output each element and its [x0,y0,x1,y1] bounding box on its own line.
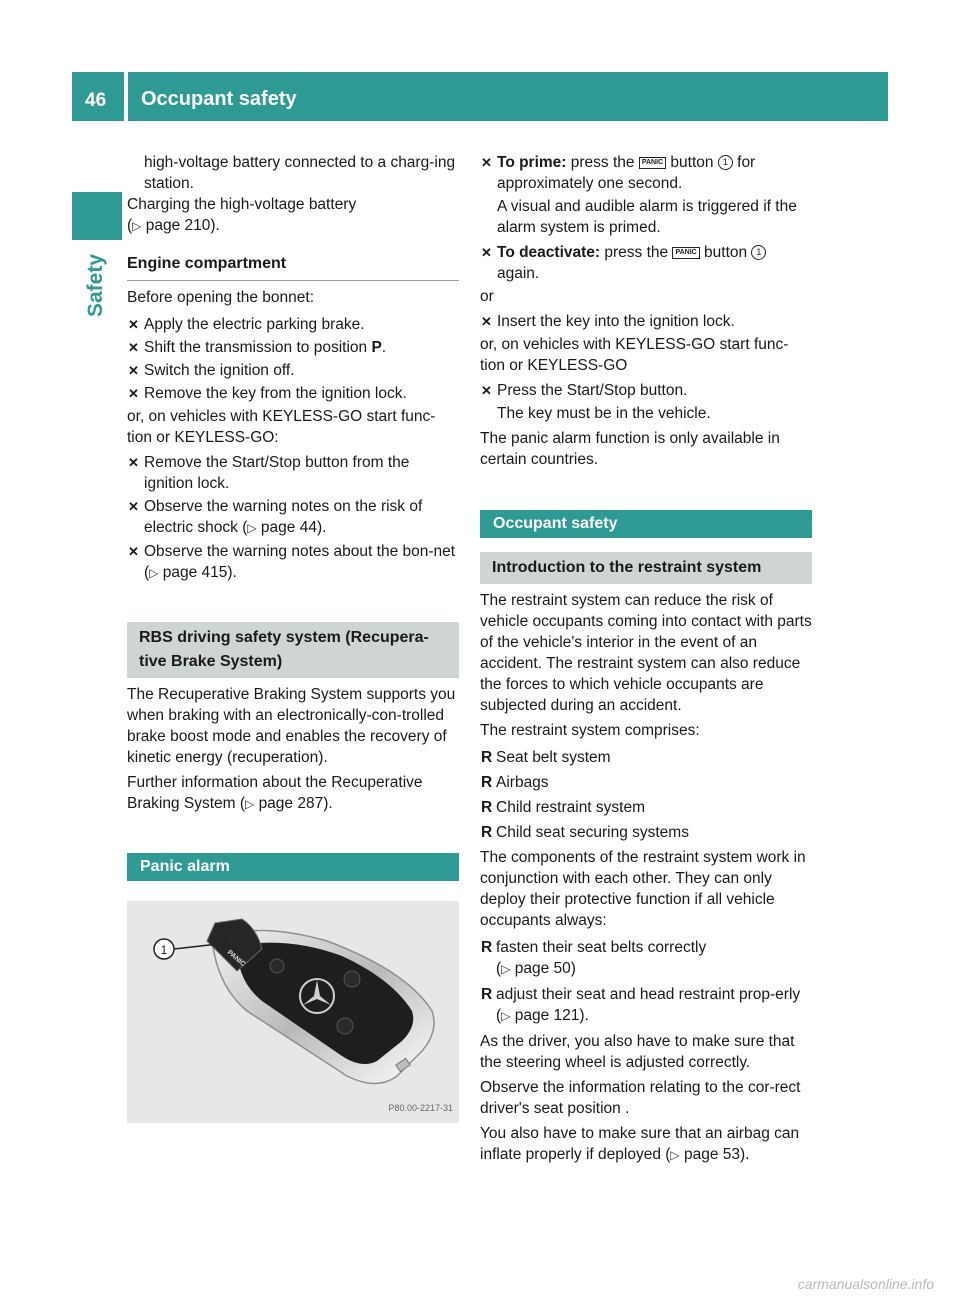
section-heading-engine-compartment: Engine compartment [127,253,459,281]
step-arrow-icon: ✕ [128,317,139,332]
section-heading-restraint-system: Introduction to the restraint system [480,552,812,584]
bullet-icon: R [481,939,493,956]
panic-button-icon: PANIC [672,247,699,259]
step-arrow-icon: ✕ [128,455,139,470]
page-ref-link[interactable]: page 44). [260,519,327,536]
instruction-step: ✕ Remove the key from the ignition lock. [128,385,407,402]
step-arrow-icon: ✕ [481,245,492,260]
page-ref-link[interactable]: page 121). [514,1007,589,1024]
callout-1-icon: 1 [751,245,766,260]
paragraph: or, on vehicles with KEYLESS-GO start func-tion or KEYLESS-GO [480,336,789,374]
bullet-icon: R [481,774,493,791]
paragraph: or, on vehicles with KEYLESS-GO start func-tion or KEYLESS-GO: [127,408,436,446]
key-fob-illustration [127,901,459,1123]
step-arrow-icon: ✕ [481,155,492,170]
step-arrow-icon: ✕ [128,386,139,401]
paragraph: Before opening the bonnet: [127,289,315,306]
key-unlock-button [337,1018,353,1034]
page-ref-link[interactable]: page 415). [162,564,237,581]
instruction-step: ✕ Switch the ignition off. [128,362,295,379]
callout-number: 1 [160,943,168,957]
image-caption: P80.00-2217-31 [388,1103,453,1113]
paragraph: The components of the restraint system work in conjunction with each other. They can only deploy their protective function if all vehicle occupants always: [480,849,806,929]
paragraph: You also have to make sure that an airbag can inflate properly if deployed (▷ page 53). [480,1125,800,1163]
key-trunk-button [270,959,284,973]
step-arrow-icon: ✕ [481,314,492,329]
page-ref-link[interactable]: page 53). [683,1146,750,1163]
instruction-step: ✕ Press the Start/Stop button. [481,382,688,399]
instruction-step: ✕ Remove the Start/Stop button from the ignition lock. [128,454,410,492]
paragraph: The restraint system can reduce the risk of vehicle occupants coming into contact with parts of the vehicle's interior in the event of an accident. The restraint system can also reduce the forces to which vehicle occupants are subjected during an accident. [480,592,812,714]
paragraph: or [480,288,494,305]
page-ref-arrow-icon: ▷ [501,962,511,976]
list-item: R Airbags [481,774,549,791]
list-item: R Child seat securing systems [481,824,689,841]
watermark: carmanualsonline.info [797,1276,934,1292]
callout-1-icon: 1 [718,155,733,170]
list-item: R Child restraint system [481,799,646,816]
section-heading-rbs: RBS driving safety system (Recupera-tive Brake System) [127,622,459,678]
bullet-icon: R [481,749,493,766]
step-arrow-icon: ✕ [128,499,139,514]
instruction-step: ✕ Observe the warning notes about the bon-net (▷ page 415). [128,543,456,581]
step-arrow-icon: ✕ [481,383,492,398]
instruction-step: ✕ To deactivate: press the PANIC button 1 again. [480,242,812,284]
list-item: R fasten their seat belts correctly (▷ page 50) [481,939,707,977]
section-heading-panic-alarm: Panic alarm [127,853,459,881]
paragraph: A visual and audible alarm is triggered if the alarm system is primed. [497,198,797,236]
page-ref-arrow-icon: ▷ [149,566,159,580]
key-lock-button [344,971,360,987]
page-ref-link[interactable]: page 50) [514,960,576,977]
section-tab-marker [72,192,122,240]
page-number: 46 [85,90,107,111]
section-heading-occupant-safety: Occupant safety [480,510,812,538]
key-fob-drawing [127,901,459,1123]
instruction-step: ✕ Shift the transmission to position P. [128,339,387,356]
section-tab-label: Safety [84,253,107,317]
instruction-step: ✕ Insert the key into the ignition lock. [481,313,735,330]
instruction-step: ✕ To prime: press the PANIC button 1 for approximately one second. [481,154,756,192]
bullet-icon: R [481,824,493,841]
header-separator [124,72,128,121]
list-item: R adjust their seat and head restraint prop-erly (▷ page 121). [481,986,801,1024]
right-column [480,152,812,1166]
page-ref-arrow-icon: ▷ [670,1148,680,1162]
step-arrow-icon: ✕ [128,544,139,559]
paragraph: Further information about the Recuperative Braking System (▷ page 287). [127,774,423,812]
instruction-step: ✕ Observe the warning notes on the risk of electric shock (▷ page 44). [128,498,423,536]
panic-button-icon: PANIC [639,157,666,169]
step-arrow-icon: ✕ [128,363,139,378]
key-panic-button-label: PANIC [225,949,247,969]
page-ref-arrow-icon: ▷ [245,797,255,811]
paragraph: The restraint system comprises: [480,722,700,739]
paragraph: Charging the high-voltage battery (▷ page 210). [127,196,357,234]
left-column [127,152,459,1123]
page-ref-arrow-icon: ▷ [132,219,142,233]
bullet-icon: R [481,986,493,1003]
paragraph: high-voltage battery connected to a charg-ing station. [144,154,456,192]
paragraph: The panic alarm function is only available in certain countries. [480,430,780,468]
page-ref-link[interactable]: page 210). [145,217,220,234]
instruction-step: ✕ Apply the electric parking brake. [128,316,365,333]
page-ref-arrow-icon: ▷ [501,1009,511,1023]
page-ref-link[interactable]: page 287). [258,795,333,812]
list-item: R Seat belt system [481,749,611,766]
paragraph: The key must be in the vehicle. [497,405,711,422]
page-ref-arrow-icon: ▷ [247,521,257,535]
paragraph: The Recuperative Braking System supports you when braking with an electronically-con-trolled brake boost mode and enables the recovery of kinetic energy (recuperation). [127,686,456,766]
paragraph: Observe the information relating to the cor-rect driver's seat position . [480,1079,801,1117]
paragraph: As the driver, you also have to make sure that the steering wheel is adjusted correctly. [480,1033,795,1071]
bullet-icon: R [481,799,493,816]
page-title: Occupant safety [141,88,297,110]
step-arrow-icon: ✕ [128,340,139,355]
